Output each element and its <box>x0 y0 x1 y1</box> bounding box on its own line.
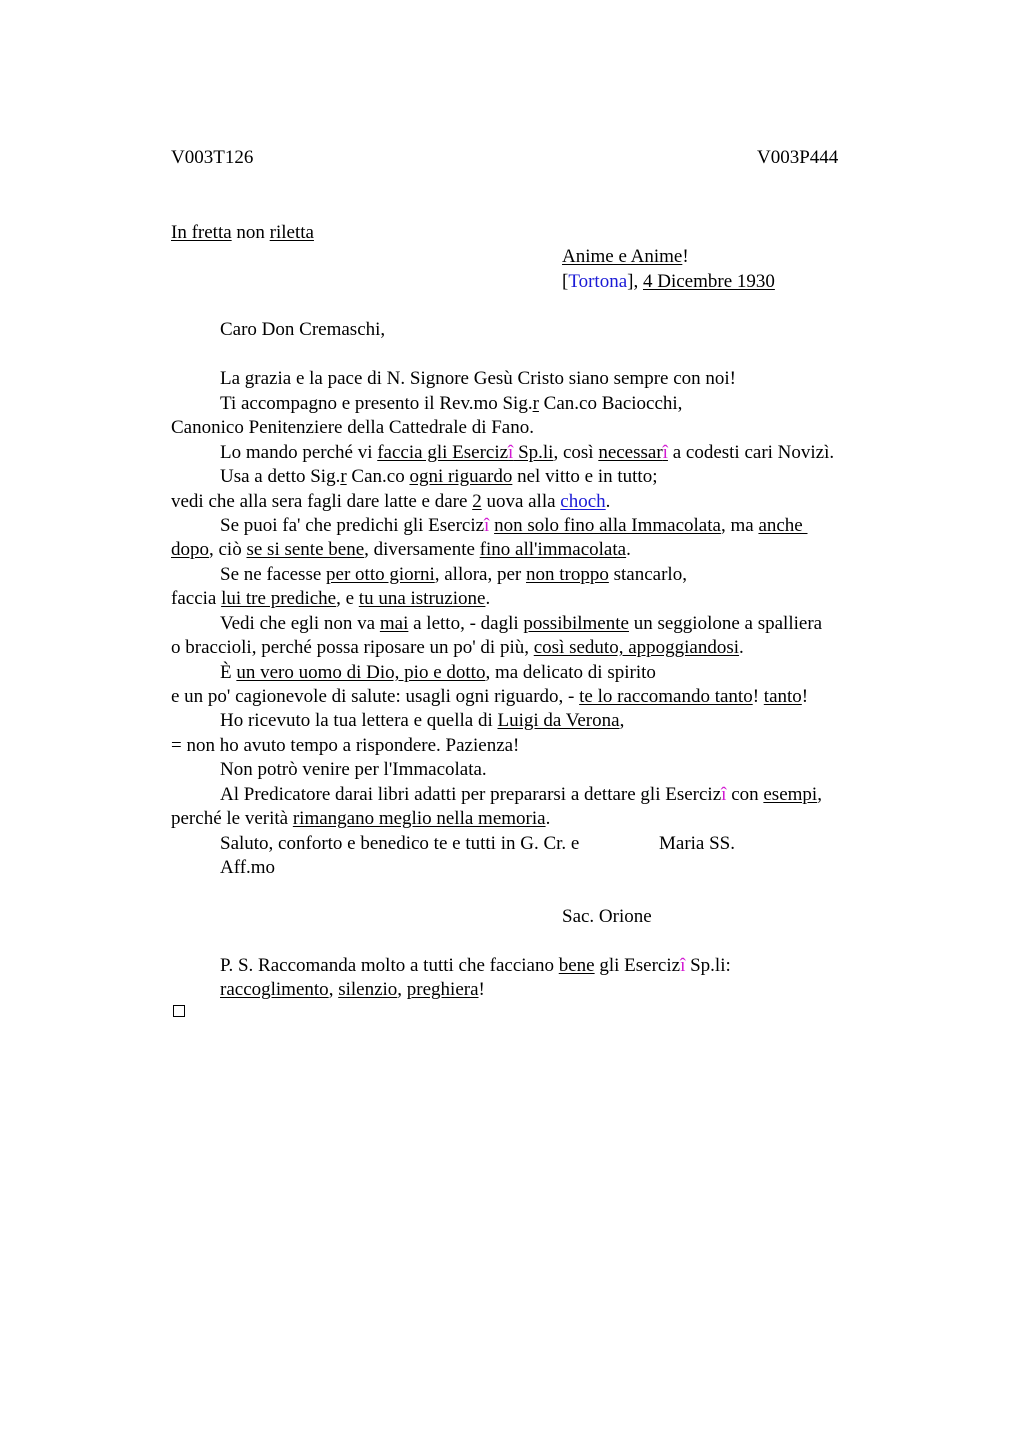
text-run: fino all'immacolata <box>479 539 627 560</box>
document-code-right: V003P444 <box>757 147 839 168</box>
text-run: choch <box>560 491 606 512</box>
postscript-line <box>220 978 485 1002</box>
text-run: non solo fino alla Immacolata <box>494 515 721 536</box>
text-run: dopo <box>171 539 209 560</box>
text-run: P. S. Raccomanda molto a tutti che facciano <box>220 955 559 976</box>
text-run: ! <box>478 979 485 1000</box>
dateline-bracket: ], <box>627 271 643 292</box>
body-line <box>220 563 687 587</box>
empty-square-symbol <box>173 1005 185 1017</box>
closing-affmo: Aff.mo <box>220 857 276 878</box>
body-line <box>220 441 834 465</box>
text-run: . <box>545 808 551 829</box>
text-run: così seduto, appoggiandosi <box>533 637 740 658</box>
text-run: , <box>619 710 625 731</box>
body-line: La grazia e la pace di N. Signore Gesù Cristo siano sempre con noi! <box>220 368 737 389</box>
text-run: mai <box>379 613 409 634</box>
closing-greeting: Saluto, conforto e benedico te e tutti in G. Cr. e <box>220 833 580 854</box>
text-run: . <box>485 588 491 609</box>
text-run: un seggiolone a spalliera <box>628 613 823 634</box>
body-line <box>220 612 822 636</box>
body-line <box>220 514 808 538</box>
text-run: un vero uomo di Dio, pio e dotto <box>236 662 486 683</box>
body-line <box>220 465 658 489</box>
text-run: o braccioli, perché possa riposare un po' di più, <box>171 637 534 658</box>
text-run: 2 <box>472 491 482 512</box>
text-run: te lo raccomando tanto <box>579 686 753 707</box>
body-line <box>220 392 682 416</box>
text-run: faccia <box>171 588 222 609</box>
text-run: a letto, - dagli <box>408 613 524 634</box>
text-run: Luigi da Verona <box>497 710 620 731</box>
accent-i-mark: î <box>508 442 514 463</box>
text-run: possibilmente <box>523 613 629 634</box>
body-line: Canonico Penitenziere della Cattedrale di Fano. <box>171 417 534 438</box>
text-run: per otto giorni <box>326 564 435 585</box>
text-run: r <box>340 466 347 487</box>
text-run: Can.co <box>346 466 410 487</box>
text-run: , <box>328 979 339 1000</box>
text-run: . <box>739 637 744 658</box>
text-run: anche <box>758 515 808 536</box>
text-run: r <box>532 393 539 414</box>
accent-i-mark: î <box>662 442 668 463</box>
text-run: perché le verità <box>171 808 293 829</box>
text-run: Lo mando perché vi <box>220 442 378 463</box>
dateline <box>562 270 775 294</box>
body-line: = non ho avuto tempo a rispondere. Pazienza! <box>171 735 520 756</box>
motto-punct: ! <box>682 246 689 267</box>
note-part: riletta <box>269 222 314 243</box>
text-run: , <box>397 979 407 1000</box>
text-run: preghiera <box>406 979 479 1000</box>
body-line <box>171 807 550 831</box>
text-run: uova alla <box>481 491 561 512</box>
text-run: raccoglimento <box>220 979 329 1000</box>
text-run: tu una istruzione <box>358 588 486 609</box>
text-run: , ciò <box>209 539 247 560</box>
text-run: È <box>220 662 237 683</box>
text-run: stancarlo, <box>608 564 687 585</box>
postscript-line <box>220 954 731 978</box>
text-run: necessarî <box>598 442 668 463</box>
signature: Sac. Orione <box>562 906 652 927</box>
text-run: , diversamente <box>364 539 480 560</box>
body-line <box>171 685 808 709</box>
text-run: Can.co Baciocchi, <box>538 393 683 414</box>
dateline-date: 4 Dicembre 1930 <box>642 271 775 292</box>
note-part: In fretta <box>171 222 232 243</box>
text-run: non troppo <box>526 564 609 585</box>
text-run: Se ne facesse <box>220 564 327 585</box>
text-run: se si sente bene <box>246 539 365 560</box>
text-run: a codesti cari Novizì. <box>667 442 835 463</box>
motto-text: Anime e Anime <box>562 246 683 267</box>
body-line <box>220 661 656 685</box>
text-run: bene <box>558 955 595 976</box>
motto <box>562 245 689 269</box>
text-run: , e <box>336 588 359 609</box>
note-part: non <box>231 222 270 243</box>
text-run: Se puoi fa' che predichi gli Esercizî <box>220 515 490 536</box>
text-run: ! <box>752 686 764 707</box>
text-run: , <box>817 784 822 805</box>
text-run: , ma <box>720 515 759 536</box>
text-run: Vedi che egli non va <box>220 613 380 634</box>
body-line: Non potrò venire per l'Immacolata. <box>220 759 487 780</box>
text-run: vedi che alla sera fagli dare latte e dare <box>171 491 473 512</box>
text-run: Ti accompagno e presento il Rev.mo Sig. <box>220 393 533 414</box>
body-line <box>171 538 631 562</box>
document-code-left: V003T126 <box>171 147 254 168</box>
text-run: faccia gli Esercizî Sp.li <box>377 442 554 463</box>
body-line <box>171 587 490 611</box>
hurry-note <box>171 221 314 245</box>
body-line <box>220 709 624 733</box>
text-run: Ho ricevuto la tua lettera e quella di <box>220 710 498 731</box>
text-run: , allora, per <box>434 564 526 585</box>
text-run: gli Esercizî Sp.li: <box>594 955 731 976</box>
text-run: . <box>605 491 611 512</box>
body-line <box>171 636 744 660</box>
accent-i-mark: î <box>484 515 490 536</box>
text-run: lui tre prediche <box>221 588 337 609</box>
accent-i-mark: î <box>721 784 727 805</box>
text-run: Usa a detto Sig. <box>220 466 341 487</box>
text-run: silenzio <box>338 979 398 1000</box>
text-run: esempi <box>763 784 818 805</box>
salutation: Caro Don Cremaschi, <box>220 319 386 340</box>
accent-i-mark: î <box>680 955 686 976</box>
text-run: , così <box>553 442 599 463</box>
body-line <box>171 490 610 514</box>
dateline-bracket: [ <box>562 271 569 292</box>
text-run: ogni riguardo <box>409 466 513 487</box>
text-run: Al Predicatore darai libri adatti per prepararsi a dettare gli Esercizî con <box>220 784 764 805</box>
dateline-place: Tortona <box>568 271 628 292</box>
text-run: e un po' cagionevole di salute: usagli ogni riguardo, - <box>171 686 580 707</box>
text-run: tanto <box>763 686 802 707</box>
closing-greeting-maria: Maria SS. <box>659 833 735 854</box>
text-run: ! <box>801 686 809 707</box>
text-run: . <box>626 539 631 560</box>
text-run: rimangano meglio nella memoria <box>292 808 546 829</box>
body-line <box>220 783 822 807</box>
text-run: nel vitto e in tutto; <box>512 466 658 487</box>
text-run: , ma delicato di spirito <box>485 662 656 683</box>
